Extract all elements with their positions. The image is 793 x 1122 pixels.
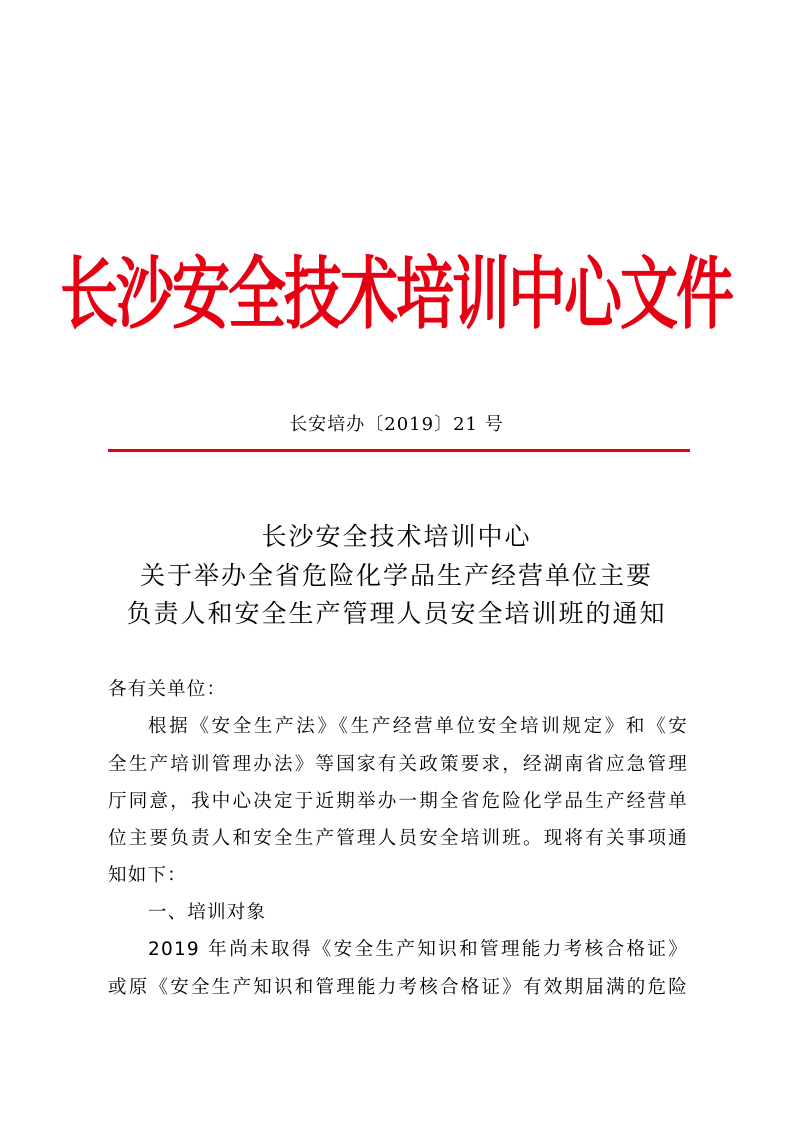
red-divider-line [108, 449, 690, 452]
paragraph-line: 全生产培训管理办法》等国家有关政策要求，经湖南省应急管理 [108, 754, 688, 775]
paragraph-line: 或原《安全生产知识和管理能力考核合格证》有效期届满的危险 [108, 977, 688, 998]
paragraph-line: 位主要负责人和安全生产管理人员安全培训班。现将有关事项通 [108, 828, 688, 849]
notice-title-line-1: 长沙安全技术培训中心 [261, 522, 532, 551]
notice-title-line-2: 关于举办全省危险化学品生产经营单位主要 [139, 561, 653, 590]
notice-title-line-3: 负责人和安全生产管理人员安全培训班的通知 [126, 599, 667, 628]
paragraph-line: 厅同意，我中心决定于近期举办一期全省危险化学品生产经营单 [108, 791, 688, 812]
paragraph-line: 根据《安全生产法》《生产经营单位安全培训规定》和《安 [148, 716, 688, 737]
paragraph-line: 2019 年尚未取得《安全生产知识和管理能力考核合格证》 [148, 939, 688, 960]
document-masthead: 长沙安全技术培训中心文件 [60, 247, 733, 340]
document-number: 长安培办〔2019〕21 号 [289, 414, 504, 435]
paragraph-line: 知如下： [108, 865, 187, 886]
section-heading: 一、培训对象 [148, 902, 267, 923]
salutation: 各有关单位： [108, 679, 227, 700]
